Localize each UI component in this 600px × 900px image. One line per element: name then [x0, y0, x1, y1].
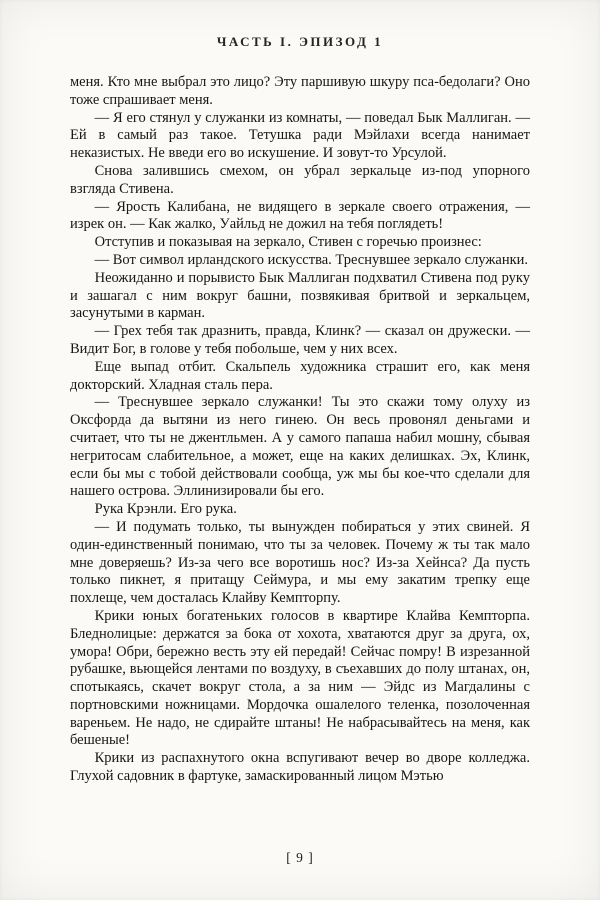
paragraph: Крики юных богатеньких голосов в квартире Клайва Кемпторпа. Бледнолицые: держатся за бока от хохота, хватаются друг за друга, ох, умора! Обри, бережно весть эту ей передай! Сейчас помру! В изрезанной рубашке, вьющейся лентами по воздуху, в съехавших до полу штанах, он, спотыкаясь, скачет вокруг стола, а за ним — Эйдс из Магдалины с портновскими ножницами. Мордочка ошалелого теленка, позолоченная вареньем. Не надо, не сдирайте штаны! Не набрасывайтесь на меня, как бешеные! [70, 607, 530, 749]
paragraph: Рука Крэнли. Его рука. [94, 501, 237, 518]
paragraph: — Я его стянул у служанки из комнаты, — поведал Бык Маллиган. — Ей в самый раз такое. Тетушка ради Мэйлахи всегда нанимает неказистых. Не введи его во искушение. И зовут-то Урсулой. [70, 109, 530, 162]
paragraph: — Грех тебя так дразнить, правда, Клинк? — сказал он дружески. — Видит Бог, в голове у тебя побольше, чем у них всех. [70, 323, 530, 357]
paragraph: Крики из распахнутого окна вспугивают вечер во дворе колледжа. Глухой садовник в фартуке, замаскированный лицом Мэтью [70, 750, 530, 785]
paragraph: — Вот символ ирландского искусства. Треснувшее зеркало служанки. [94, 251, 529, 268]
paragraph: меня. Кто мне выбрал это лицо? Эту паршивую шкуру пса-бедолаги? Оно тоже спрашивает меня. [70, 74, 530, 108]
paragraph: Отступив и показывая на зеркало, Стивен с горечью произнес: [94, 234, 482, 251]
paragraph: Снова залившись смехом, он убрал зеркальце из-под упорного взгляда Стивена. [70, 162, 530, 197]
paragraph: Еще выпад отбит. Скальпель художника страшит его, как меня докторский. Хладная сталь пера. [70, 358, 530, 393]
page-number: [ 9 ] [286, 850, 314, 865]
paragraph: Неожиданно и порывисто Бык Маллиган подхватил Стивена под руку и зашагал с ним вокруг башни, позвякивая бритвой и зеркальцем, засунутыми в карман. [70, 269, 530, 322]
running-header: ЧАСТЬ I. ЭПИЗОД 1 [216, 34, 384, 49]
text-block [70, 74, 530, 786]
paragraph: — И подумать только, ты вынужден побираться у этих свиней. Я один-единственный понимаю, что ты за человек. Почему ж ты так мало мне доверяешь? Из-за чего все воротишь нос? Из-за Хейнса? Да пусть только пикнет, я притащу Сеймура, и мы ему закатим трепку еще похлеще, чем досталась Клайву Кемпторпу. [70, 518, 530, 607]
paragraph: — Ярость Калибана, не видящего в зеркале своего отражения, — изрек он. — Как жалко, Уайльд не дожил на тебя поглядеть! [70, 198, 530, 233]
paragraph: — Треснувшее зеркало служанки! Ты это скажи тому олуху из Оксфорда да вытяни из него гинею. Он весь провонял деньгами и считает, что ты не джентльмен. А у самого папаша набил мошну, сбывая негритосам слабительное, а может, еще на каких делишках. Эх, Клинк, если бы мы с тобой действовали сообща, уж мы бы кое-что сделали для нашего острова. Эллинизировали бы его. [70, 394, 530, 500]
